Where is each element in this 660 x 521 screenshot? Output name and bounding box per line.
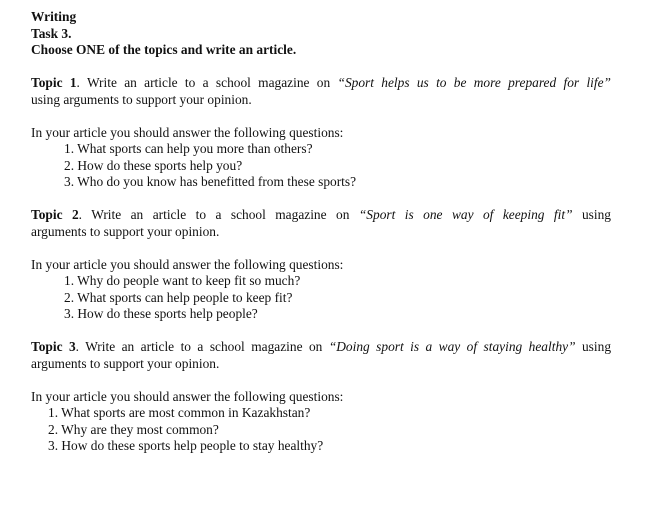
topic-2-label: Topic 2 (31, 207, 79, 222)
topic-2-block (31, 207, 611, 323)
question-item: 2. How do these sports help you? (64, 157, 243, 173)
question-item: 3. Who do you know has benefitted from these sports? (64, 174, 357, 189)
topic-1-prompt (31, 75, 611, 92)
section-heading: Writing (31, 9, 77, 24)
question-item: 3. How do these sports help people to stay healthy? (48, 438, 324, 453)
question-item: 2. Why are they most common? (48, 421, 219, 437)
topic-2-intro: . Write an article to a school magazine on (78, 207, 359, 222)
topic-1-questions-heading: In your article you should answer the following questions: (31, 124, 344, 140)
topic-3-after-quote: using (575, 339, 612, 354)
topic-1-intro: . Write an article to a school magazine on (76, 75, 338, 90)
topic-3-intro: . Write an article to a school magazine on (75, 339, 329, 354)
topic-2-after-quote: using (572, 207, 611, 222)
topic-3-questions-heading: In your article you should answer the following questions: (31, 388, 344, 404)
topic-2-questions-heading: In your article you should answer the following questions: (31, 256, 344, 272)
topic-1-prompt-line2: using arguments to support your opinion. (31, 91, 252, 107)
topic-2-prompt (31, 207, 611, 224)
topic-1-questions (31, 141, 611, 191)
topic-2-quote: “Sport is one way of keeping fit” (358, 207, 573, 222)
topic-3-quote: “Doing sport is a way of staying healthy” (328, 339, 576, 354)
question-item: 1. What sports are most common in Kazakhstan? (48, 405, 311, 420)
topic-2-prompt-line2: arguments to support your opinion. (31, 223, 220, 239)
topic-1-block (31, 75, 611, 191)
topic-3-prompt (31, 339, 611, 356)
topic-3-label: Topic 3 (31, 339, 76, 354)
task-instruction: Choose ONE of the topics and write an article. (31, 42, 297, 57)
question-item: 3. How do these sports help people? (64, 306, 258, 321)
topic-1-quote: “Sport helps us to be more prepared for life” (337, 75, 611, 90)
question-item: 1. Why do people want to keep fit so much? (64, 273, 301, 288)
topic-3-block (31, 339, 611, 455)
question-item: 2. What sports can help people to keep fit? (64, 289, 293, 305)
question-item: 1. What sports can help you more than others? (64, 141, 313, 156)
topic-1-label: Topic 1 (31, 75, 77, 90)
task-heading: Task 3. (31, 25, 72, 41)
document-page (31, 9, 611, 455)
topic-2-questions (31, 273, 611, 323)
topic-3-prompt-line2: arguments to support your opinion. (31, 355, 220, 371)
topic-3-questions (31, 405, 611, 455)
